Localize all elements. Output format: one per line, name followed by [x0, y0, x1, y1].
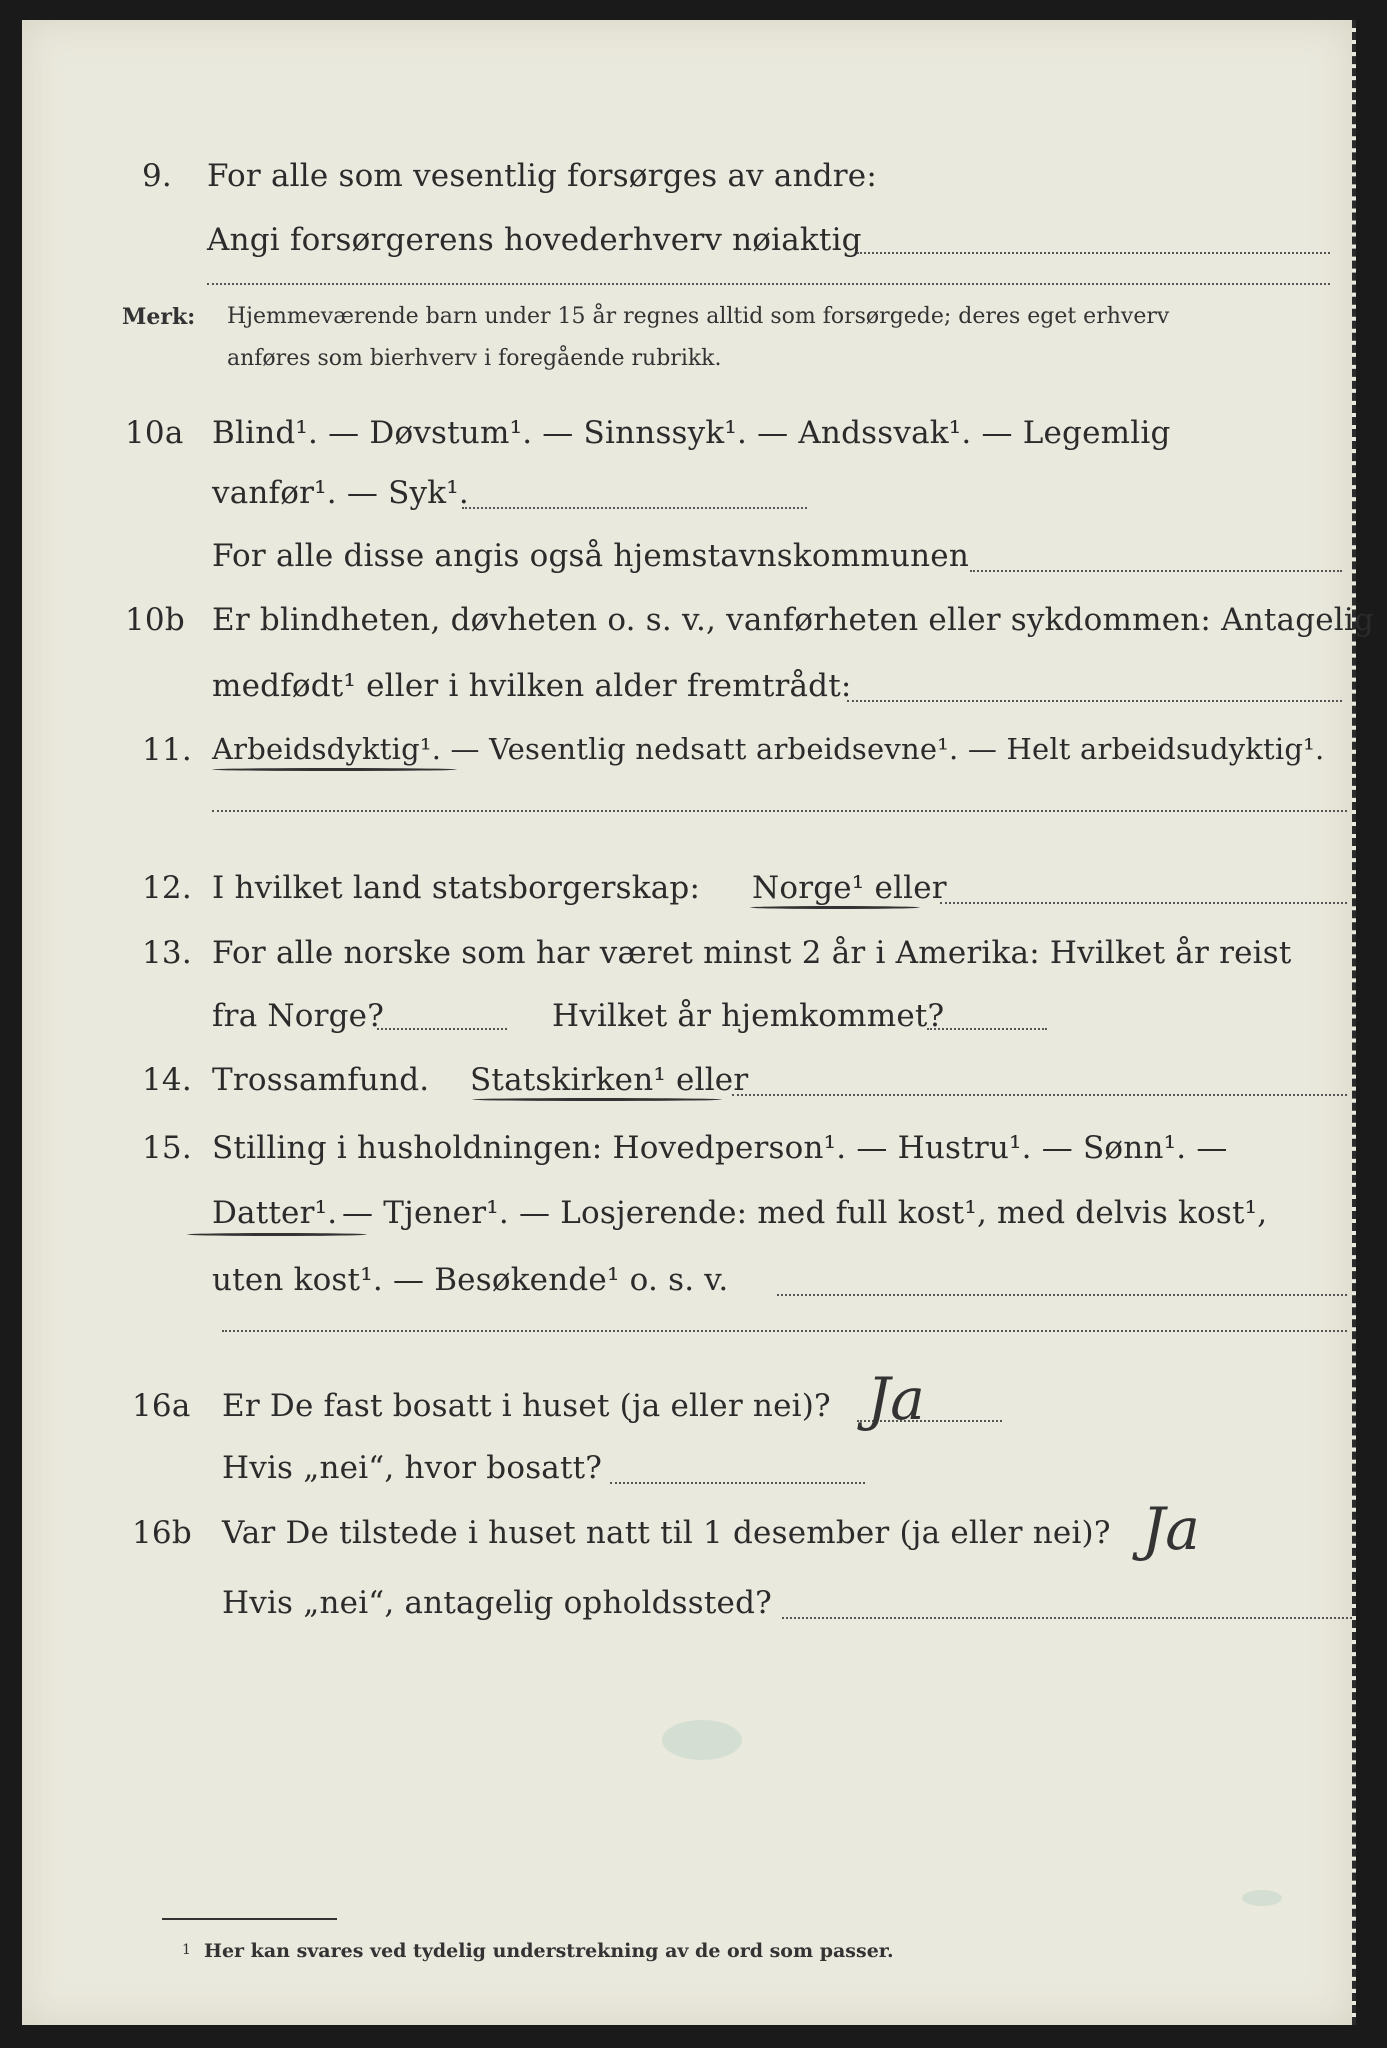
question-text: For alle som vesentlig forsørges av andre:	[207, 158, 877, 194]
option-text: Norge¹ eller	[752, 870, 947, 906]
question-16a	[22, 1378, 1352, 1438]
question-text: medfødt¹ eller i hvilken alder fremtrådt:	[212, 668, 852, 704]
question-number: 16b	[132, 1515, 192, 1551]
handwritten-answer: Ja	[867, 1365, 925, 1433]
question-text: Hvis „nei“, hvor bosatt?	[222, 1450, 603, 1486]
question-text: Er blindheten, døvheten o. s. v., vanførheten eller sykdommen: Antagelig	[212, 602, 1375, 638]
question-number: 16a	[132, 1388, 191, 1424]
question-15	[22, 1120, 1352, 1180]
question-number: 13.	[142, 935, 192, 971]
answer-line[interactable]	[857, 252, 1330, 254]
option-text: Statskirken¹ eller	[470, 1062, 749, 1098]
paper-stain	[662, 1720, 742, 1760]
answer-line[interactable]	[222, 1330, 1347, 1332]
census-form-page	[22, 20, 1375, 2025]
handwritten-answer: Ja	[1142, 1495, 1200, 1563]
question-text: fra Norge?	[212, 998, 385, 1034]
handwritten-underline	[212, 768, 457, 771]
note-text: anføres som bierhverv i foregående rubrikk.	[227, 346, 722, 371]
answer-line[interactable]	[212, 810, 1347, 812]
question-11	[22, 722, 1352, 782]
question-13	[22, 925, 1352, 985]
question-10a	[22, 405, 1352, 465]
answer-line[interactable]	[777, 1294, 1347, 1296]
question-text: Var De tilstede i huset natt til 1 desember (ja eller nei)?	[222, 1515, 1111, 1551]
question-text: For alle disse angis også hjemstavnskommunen	[212, 538, 969, 574]
option-text: Datter¹.	[212, 1195, 338, 1231]
answer-line[interactable]	[377, 1028, 507, 1030]
answer-line[interactable]	[462, 507, 807, 509]
question-text: Trossamfund.	[212, 1062, 430, 1098]
question-10a-line3	[22, 528, 1352, 588]
answer-line[interactable]	[970, 570, 1342, 572]
question-14	[22, 1052, 1352, 1112]
answer-line[interactable]	[847, 700, 1342, 702]
footnote-text: Her kan svares ved tydelig understrekning av de ord som passer.	[204, 1940, 894, 1962]
answer-line[interactable]	[610, 1482, 865, 1484]
question-13-line2	[22, 988, 1352, 1048]
answer-line[interactable]	[782, 1617, 1352, 1619]
question-number: 11.	[142, 732, 192, 768]
question-text: Angi forsørgerens hovederhverv nøiaktig	[207, 222, 862, 258]
question-number: 10a	[125, 415, 184, 451]
question-16b-line2	[22, 1575, 1352, 1635]
answer-line[interactable]	[732, 1094, 1347, 1096]
question-10b	[22, 592, 1375, 652]
question-10a-line2	[22, 465, 1352, 525]
question-16a-line2	[22, 1440, 1352, 1500]
question-text: Stilling i husholdningen: Hovedperson¹. — Hustru¹. — Sønn¹. —	[212, 1130, 1228, 1166]
question-text: Blind¹. — Døvstum¹. — Sinnssyk¹. — Andssvak¹. — Legemlig	[212, 415, 1171, 451]
note-label: Merk:	[122, 304, 196, 330]
answer-line[interactable]	[927, 1028, 1047, 1030]
question-12	[22, 860, 1352, 920]
question-number: 9.	[142, 158, 172, 194]
question-number: 15.	[142, 1130, 192, 1166]
handwritten-underline	[750, 906, 920, 909]
question-text: I hvilket land statsborgerskap:	[212, 870, 701, 906]
question-15-line3	[22, 1252, 1352, 1312]
footnote-mark: 1	[182, 1942, 191, 1958]
question-number: 10b	[125, 602, 185, 638]
question-15-line2	[22, 1185, 1352, 1245]
question-9	[22, 148, 1352, 208]
question-text: Hvis „nei“, antagelig opholdssted?	[222, 1585, 772, 1621]
question-number: 14.	[142, 1062, 192, 1098]
handwritten-underline	[472, 1098, 722, 1101]
note-text: Hjemmeværende barn under 15 år regnes alltid som forsørgede; deres eget erhverv	[227, 304, 1170, 329]
handwritten-underline	[187, 1233, 367, 1236]
footnote-divider	[162, 1918, 337, 1920]
answer-line[interactable]	[207, 283, 1330, 285]
question-text: For alle norske som har været minst 2 år i Amerika: Hvilket år reist	[212, 935, 1292, 971]
question-text: Er De fast bosatt i huset (ja eller nei)?	[222, 1388, 831, 1424]
paper-stain	[1242, 1890, 1282, 1906]
answer-line[interactable]	[940, 902, 1347, 904]
question-text: uten kost¹. — Besøkende¹ o. s. v.	[212, 1262, 729, 1298]
question-number: 12.	[142, 870, 192, 906]
question-text: Hvilket år hjemkommet?	[552, 998, 945, 1034]
question-text: Arbeidsdyktig¹. — Vesentlig nedsatt arbeidsevne¹. — Helt arbeidsudyktig¹.	[212, 732, 1325, 766]
question-9-line2	[22, 212, 1352, 272]
question-text: vanfør¹. — Syk¹.	[212, 475, 469, 511]
question-text: — Tjener¹. — Losjerende: med full kost¹, med delvis kost¹,	[342, 1195, 1268, 1231]
question-10b-line2	[22, 658, 1352, 718]
